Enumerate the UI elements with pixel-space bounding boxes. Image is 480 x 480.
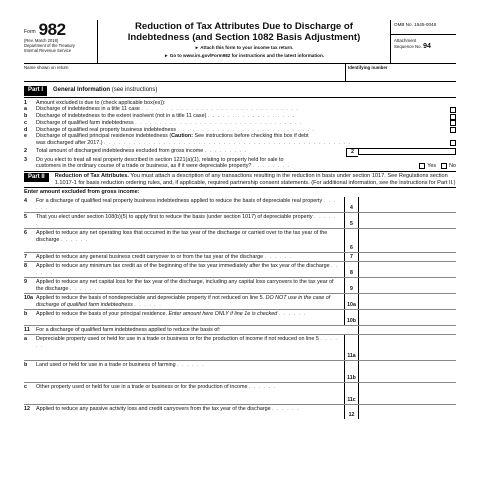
line-amount-field[interactable] [358, 253, 456, 261]
line-number: c [24, 384, 27, 391]
line-number: b [24, 362, 28, 369]
part2-row [24, 294, 456, 310]
form-title-line1: Reduction of Tax Attributes Due to Discharge of [134, 21, 353, 32]
line-amount-field[interactable] [358, 310, 456, 325]
line-text: For a discharge of qualified real property business indebtedness applied to reduce the basis of depreciable real property . . . . . . [36, 198, 337, 212]
line-text: Other property used or held for use in a trade or business or for the production of income . . . . . . [36, 384, 277, 391]
line-text: Applied to reduce the basis of nondepreciable and depreciable property if not reduced on line 5. DO NOT use in the case of discharge of qualified farm indebtedness . . . . . . [36, 295, 331, 309]
part2-row [24, 278, 456, 294]
line-text: Applied to reduce any net operating loss that occurred in the tax year of the discharge or carried over to the tax year of the discharge . . . . . . [36, 230, 328, 244]
line-box-label: 11a [344, 335, 358, 360]
line-number: 11 [24, 327, 30, 334]
part1-label: Part I [24, 86, 47, 96]
no-label: No [449, 162, 456, 169]
form-header [24, 20, 456, 64]
sequence-label: Sequence No. [394, 44, 422, 50]
agency: Internal Revenue Service [24, 48, 72, 54]
form-number: 982 [38, 20, 66, 39]
identifying-number-field[interactable] [345, 64, 456, 81]
line-text: Applied to reduce any passive activity loss and credit carryovers from the tax year of the discharge . . . . . . [36, 406, 300, 413]
line-number: 9 [24, 279, 27, 286]
checkbox-no[interactable] [441, 163, 447, 169]
part2-row [24, 253, 456, 262]
line-box-label: 10b [344, 310, 358, 325]
line-amount-field[interactable] [358, 197, 456, 212]
line-box-label: 12 [344, 405, 358, 419]
part2-row [24, 326, 456, 335]
part2-row [24, 197, 456, 213]
line-amount-field[interactable] [358, 383, 456, 404]
line-2-box: 2 [346, 148, 358, 157]
line-number: 4 [24, 198, 27, 205]
line-box-label: 6 [344, 229, 358, 252]
attach-instruction: ► Attach this form to your income tax return. [194, 45, 294, 51]
website-instruction: ► Go to www.irs.gov/Form982 for instructions and the latest information. [163, 52, 325, 58]
line-amount-field[interactable] [358, 405, 456, 419]
line-amount-field[interactable] [358, 335, 456, 360]
line-number: 10a [24, 295, 33, 302]
line-box-label: 9 [344, 278, 358, 293]
part2-row [24, 335, 456, 361]
form-id-block [24, 20, 98, 63]
line-amount-field[interactable] [358, 278, 456, 293]
line-text: Applied to reduce the basis of your principal residence. Enter amount here ONLY if line 1e is checked . . . . . . [36, 311, 307, 318]
line-1c: c Discharge of qualified farm indebtedness . . . . . . . . . . . . . . . . . . . . . . . . . . . . . . . . . . [24, 120, 456, 127]
line-1: 1 Amount excluded is due to (check applicable box(es)): [24, 99, 166, 106]
omb-block [390, 20, 456, 63]
part2-description: Reduction of Tax Attributes. You must attach a description of any transactions resulting in the reduction in basis under section 1017. See Regulations section 1.1017-1 for basis reduction ordering rules, and, if applicable, required partnership consent statements. (For additional information, see the instructions for Part II.) [54, 173, 456, 186]
checkbox-yes[interactable] [419, 163, 425, 169]
checkbox-1e[interactable] [450, 140, 456, 146]
revision-date: (Rev. March 2018) [24, 38, 59, 43]
checkbox-1d[interactable] [450, 127, 456, 133]
line-2-amount[interactable] [358, 148, 456, 155]
line-number: 8 [24, 263, 27, 270]
line-box-label: 10a [344, 294, 358, 309]
line-1b: b Discharge of indebtedness to the extent insolvent (not in a title 11 case) . . . . . . . . . . . . . . . . . . [24, 113, 456, 120]
line-number: 6 [24, 230, 27, 237]
part2-row [24, 405, 456, 419]
line-amount-field [358, 326, 456, 334]
id-label: Identifying number [348, 65, 388, 70]
line-box-label: 11c [344, 383, 358, 404]
checkbox-1b[interactable] [450, 114, 456, 120]
line-text: For a discharge of qualified farm indebtedness applied to reduce the basis of: [36, 327, 221, 334]
part2-row [24, 361, 456, 383]
checkbox-1c[interactable] [450, 120, 456, 126]
part1-header [24, 85, 456, 98]
yes-label: Yes [427, 162, 437, 169]
enter-amount-label: Enter amount excluded from gross income: [24, 189, 140, 196]
line-box-label: 5 [344, 213, 358, 228]
line-amount-field[interactable] [358, 294, 456, 309]
line-box-label: 8 [344, 262, 358, 277]
line-box-label [344, 326, 358, 334]
sequence-number: 94 [423, 43, 431, 51]
line-text: Applied to reduce any minimum tax credit as of the beginning of the tax year immediately after the tax year of the discharge . . . . . . [36, 263, 339, 277]
line-2: 2 Total amount of discharged indebtedness excluded from gross income . . . . . . . . . 2 [24, 148, 456, 157]
line-box-label: 7 [344, 253, 358, 261]
form-title-line2: Indebtedness (and Section 1082 Basis Adjustment) [127, 32, 361, 44]
part2-header [24, 171, 456, 188]
line-number: 5 [24, 214, 27, 221]
part1-lines [24, 100, 456, 171]
line-text: Land used or held for use in a trade or business of farming . . . . . . [36, 362, 205, 369]
part2-label: Part II [24, 173, 49, 182]
part2-row [24, 229, 456, 253]
part2-row [24, 383, 456, 405]
line-number: 12 [24, 406, 30, 413]
line-text: Applied to reduce any general business credit carryover to or from the tax year of the discharge . . . . . . [36, 254, 293, 261]
line-amount-field[interactable] [358, 229, 456, 252]
part2-row [24, 262, 456, 278]
checkbox-1a[interactable] [450, 107, 456, 113]
form-word: Form [24, 28, 36, 35]
line-amount-field[interactable] [358, 262, 456, 277]
line-box-label: 4 [344, 197, 358, 212]
line-text: Depreciable property used or held for use in a trade or business or for the production of income if not reduced on line 5 . . . . . . [36, 336, 338, 350]
omb-number: OMB No. 1545-0046 [391, 22, 456, 35]
line-number: 7 [24, 254, 27, 261]
department: Department of the Treasury [24, 43, 75, 49]
line-3: 3 Do you elect to treat all real property described in section 1221(a)(1), relating to property held for sale to customers in the ordinary course of a trade or business, as if it were depreciable property? . . . . . . . . Yes No [24, 156, 456, 170]
title-block [98, 20, 390, 63]
line-1e: e Discharge of qualified principal residence indebtedness (Caution: See instructions before checking this box if debt was discharged after 2017.) . . . . . . . . . . . . . . . . . . . . . . . . . . . . . . . . . . . . . . . . . . . . . . . . . . [24, 133, 456, 147]
line-amount-field[interactable] [358, 361, 456, 382]
line-text: That you elect under section 108(b)(5) to apply first to reduce the basis (under section 1017) of depreciable property . . . . . . [36, 214, 337, 228]
line-box-label: 11b [344, 361, 358, 382]
part2-row [24, 213, 456, 229]
line-number: b [24, 311, 28, 318]
name-label: Name shown on return [24, 65, 69, 70]
line-amount-field[interactable] [358, 213, 456, 228]
line-1a: a Discharge of indebtedness in a title 11 case . . . . . . . . . . . . . . . . . . . . . . . . . . . . . . . . [24, 106, 456, 113]
attachment-label: Attachment [394, 37, 417, 43]
part2-row [24, 310, 456, 326]
part1-title: General Information (see instructions) [53, 87, 158, 93]
line-number: a [24, 336, 27, 343]
name-row [24, 64, 456, 82]
line-1d: d Discharge of qualified real property business indebtedness . . . . . . . . . . . . . . . . . . . . . . . . . . . . [24, 127, 456, 134]
name-field[interactable] [24, 64, 345, 81]
part2-lines [24, 197, 456, 419]
line-text: Applied to reduce any net capital loss for the tax year of the discharge, including any capital loss carryovers to the tax year of the discharge . . . . . . [36, 279, 334, 293]
